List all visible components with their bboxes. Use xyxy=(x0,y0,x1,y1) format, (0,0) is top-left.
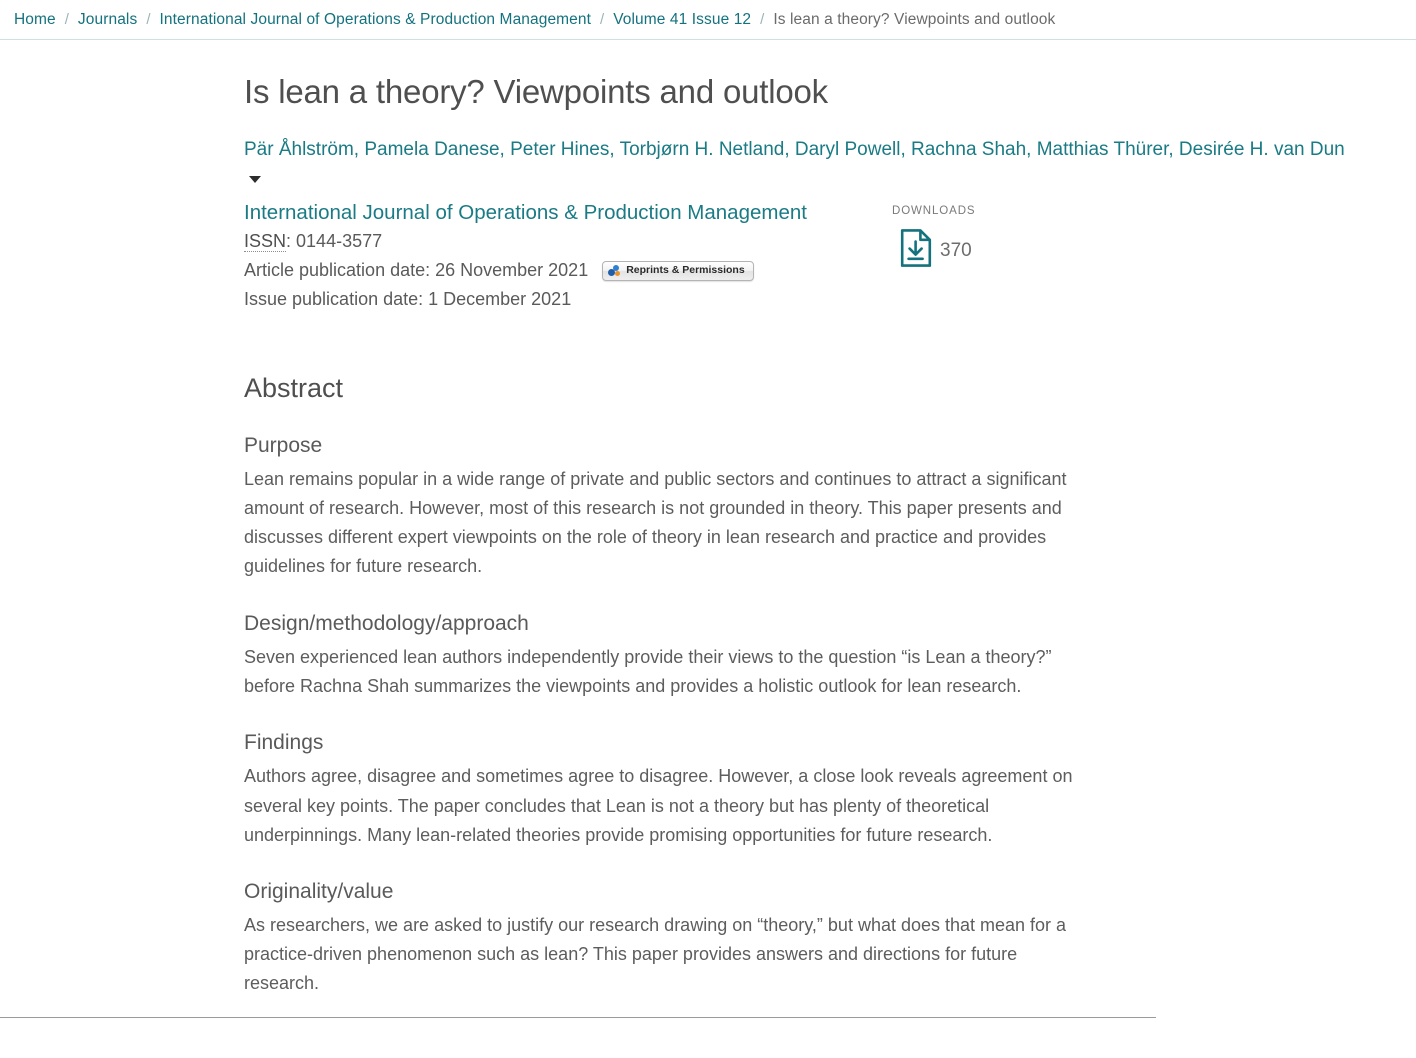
breadcrumb-item-current: Is lean a theory? Viewpoints and outlook xyxy=(773,10,1056,28)
issn-value: 0144-3577 xyxy=(296,230,383,251)
abstract-subheading-design: Design/methodology/approach xyxy=(244,611,529,635)
breadcrumb-item-issue[interactable]: Volume 41 Issue 12 xyxy=(613,10,752,28)
downloads-value-row xyxy=(892,229,976,272)
issue-publication-date: Issue publication date: 1 December 2021 xyxy=(244,289,572,310)
abstract-subheading-originality: Originality/value xyxy=(244,879,394,903)
breadcrumb-item-home[interactable]: Home xyxy=(14,10,56,28)
copyright-clearance-icon xyxy=(608,265,621,277)
issue-publication-date-line xyxy=(244,285,844,314)
breadcrumb-separator: / xyxy=(600,11,605,28)
abstract-paragraph-findings: Authors agree, disagree and sometimes agree to disagree. However, a close look reveals agreement on several key points. The paper concludes that Lean is not a theory but has plenty of theoretical underpinnings. Many lean-related theories provide promising opportunities for future research. xyxy=(244,766,1073,845)
downloads-label: DOWNLOADS xyxy=(892,205,976,218)
article-page xyxy=(0,72,1416,999)
breadcrumb-item-journals[interactable]: Journals xyxy=(77,10,138,28)
reprints-and-permissions-button[interactable] xyxy=(602,261,753,281)
reprints-and-permissions-label: Reprints & Permissions xyxy=(626,264,745,277)
issn-line xyxy=(244,227,844,256)
author-list xyxy=(244,137,1416,163)
abstract-section xyxy=(244,372,1074,998)
file-download-icon xyxy=(900,229,932,272)
issn-colon: : xyxy=(286,230,297,251)
authors-expand-button[interactable] xyxy=(244,170,266,188)
abstract-subheading-purpose: Purpose xyxy=(244,433,323,457)
breadcrumb-separator: / xyxy=(760,11,765,28)
breadcrumb-separator: / xyxy=(64,11,69,28)
page-title: Is lean a theory? Viewpoints and outlook xyxy=(244,73,828,110)
author-links[interactable]: Pär Åhlström, Pamela Danese, Peter Hines, Torbjørn H. Netland, Daryl Powell, Rachna Shah, Matthias Thürer, Desirée H. van Dun xyxy=(244,138,1345,160)
chevron-down-icon xyxy=(249,176,261,183)
breadcrumb-item-journal[interactable]: International Journal of Operations & Production Management xyxy=(159,10,592,28)
article-publication-date: Article publication date: 26 November 2021 xyxy=(244,260,589,281)
section-divider xyxy=(0,1017,1156,1018)
issn-label[interactable]: ISSN xyxy=(244,230,287,251)
downloads-count: 370 xyxy=(940,239,972,261)
breadcrumb xyxy=(0,0,1416,40)
abstract-subheading-findings: Findings xyxy=(244,731,324,755)
authors-section xyxy=(244,137,1416,189)
article-publication-date-line xyxy=(244,256,844,285)
metadata-and-downloads xyxy=(244,199,1416,314)
journal-link[interactable]: International Journal of Operations & Production Management xyxy=(244,201,807,225)
article-metadata xyxy=(244,199,844,314)
abstract-heading: Abstract xyxy=(244,373,344,404)
abstract-paragraph-originality: As researchers, we are asked to justify our research drawing on “theory,” but what does that mean for a practice-driven phenomenon such as lean? This paper provides answers and directions for future research. xyxy=(244,915,1067,994)
abstract-paragraph-design: Seven experienced lean authors independently provide their views to the question “is Lean a theory?” before Rachna Shah summarizes the viewpoints and provides a holistic outlook for lean research. xyxy=(244,646,1052,697)
abstract-paragraph-purpose: Lean remains popular in a wide range of private and public sectors and continues to attract a significant amount of research. However, most of this research is not grounded in theory. This paper presents and discusses different expert viewpoints on the role of theory in lean research and practice and provides guidelines for future research. xyxy=(244,469,1067,577)
breadcrumb-separator: / xyxy=(146,11,151,28)
downloads-section xyxy=(892,199,976,272)
